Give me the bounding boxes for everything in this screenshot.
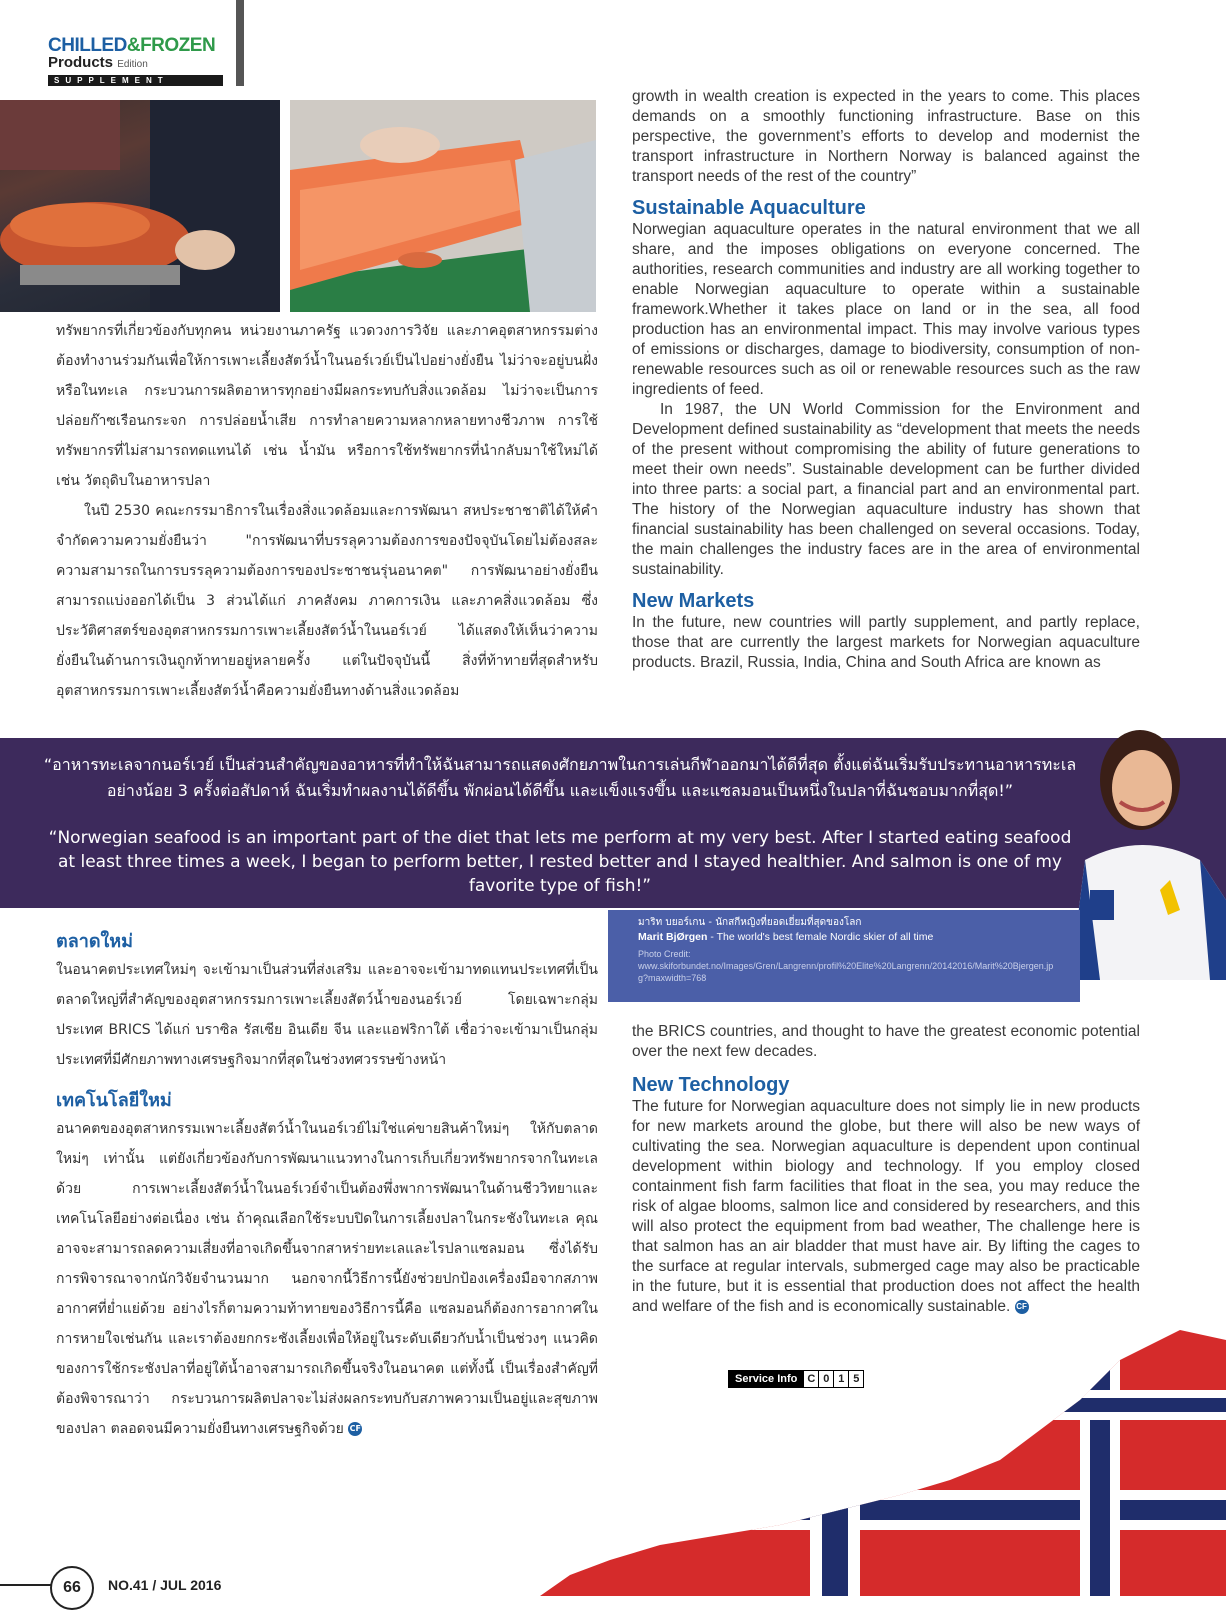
heading-new-markets: New Markets xyxy=(632,590,755,612)
magazine-logo xyxy=(48,36,223,86)
service-info-code: C 0 1 5 xyxy=(803,1371,863,1387)
english-paragraph: the BRICS countries, and thought to have the greatest economic potential over the next few decades. xyxy=(632,1023,1140,1060)
english-paragraph: In 1987, the UN World Commission for the Environment and Development defined sustainability as “development that meets the needs of the present without compromising the ability of future generations to meet their own needs”. Sustainable development can be further divided into three parts: a social part, a financial part and an environmental part. The history of the Norwegian aquaculture industry has shown that financial sustainability has been challenged on several occasions. Today, the main challenges the industry faces are in the area of environmental sustainability. xyxy=(632,401,1140,578)
photo-credit-url: www.skiforbundet.no/Images/Gren/Langrenn/profil%20Elite%20Langrenn/20142016/Marit%20Bjergen.jpg?maxwidth=768 xyxy=(638,961,1054,983)
logo-title: CHILLED&FROZEN xyxy=(48,35,216,56)
english-bottom-column xyxy=(632,1022,1140,1317)
page-number: 66 xyxy=(50,1566,94,1610)
english-top-column xyxy=(632,87,1140,673)
athlete-photo xyxy=(1060,710,1226,980)
athlete-name: Marit BjØrgen xyxy=(638,931,708,943)
end-of-article-icon: CF xyxy=(1015,1300,1029,1314)
quote-thai: “อาหารทะเลจากนอร์เวย์ เป็นส่วนสำคัญของอาหารที่ทำให้ฉันสามารถแสดงศักยภาพในการเล่นกีฬาออกมาได้ดีที่สุด ตั้งแต่ฉันเริ่มรับประทานอาหารทะเลอย่างน้อย 3 ครั้งต่อสัปดาห์ ฉันเริ่มทำผลงานได้ดีขึ้น พักผ่อนได้ดีขึ้น และแข็งแรงขึ้น และแซลมอนเป็นหนึ่งในปลาที่ฉันชอบมากที่สุด!” xyxy=(43,755,1077,800)
caption-thai: มาริท บยอร์เกน - นักสกีหญิงที่ยอดเยี่ยมที่สุดของโลก xyxy=(638,917,862,928)
norway-flag-map-graphic xyxy=(480,1320,1226,1596)
header-divider xyxy=(236,0,244,86)
heading-thai-new-technology: เทคโนโลยีใหม่ xyxy=(56,1090,172,1111)
service-info-label: Service Info xyxy=(729,1371,803,1387)
quote-english: “Norwegian seafood is an important part of the diet that lets me perform at my very best. After I started eating seafood at least three times a week, I began to perform better, I rested better and I stayed healthier. And salmon is one of my favorite type of fish!” xyxy=(48,828,1072,896)
logo-subtitle: Products Edition xyxy=(48,54,148,71)
heading-thai-new-markets: ตลาดใหม่ xyxy=(56,931,134,952)
thai-intro-column xyxy=(56,316,598,706)
english-paragraph: In the future, new countries will partly supplement, and partly replace, those that are currently the largest markets for Norwegian aquaculture products. Brazil, Russia, India, China and South Africa are known as xyxy=(632,614,1140,671)
thai-paragraph: ทรัพยากรที่เกี่ยวข้องกับทุกคน หน่วยงานภาครัฐ แวดวงการวิจัย และภาคอุตสาหกรรมต่างต้องทำงานร่วมกันเพื่อให้การเพาะเลี้ยงสัตว์น้ำในนอร์เวย์เป็นไปอย่างยั่งยืน ไม่ว่าจะอยู่บนฝั่งหรือในทะเล กระบวนการผลิตอาหารทุกอย่างมีผลกระทบกับสิ่งแวดล้อม ไม่ว่าจะเป็นการปล่อยก๊าซเรือนกระจก การปล่อยน้ำเสีย การทำลายความหลากหลายทางชีวภาพ การใช้ทรัพยากรที่ไม่สามารถทดแทนได้ เช่น น้ำมัน หรือการใช้ทรัพยากรที่นำกลับมาใช้ใหม่ได้ เช่น วัตถุดิบในอาหารปลา xyxy=(56,323,598,489)
thai-paragraph: อนาคตของอุตสาหกรรมเพาะเลี้ยงสัตว์น้ำในนอร์เวย์ไม่ใช่แค่ขายสินค้าใหม่ๆ ให้กับตลาดใหม่ๆ เท่านั้น แต่ยังเกี่ยวข้องกับการพัฒนาแนวทางในการเก็บเกี่ยวทรัพยากรจากในทะเลด้วย การเพาะเลี้ยงสัตว์น้ำในนอร์เวย์จำเป็นต้องพึ่งพาการพัฒนาในด้านชีววิทยาและเทคโนโลยีอย่างต่อเนื่อง เช่น ถ้าคุณเลือกใช้ระบบปิดในการเลี้ยงปลาในกระชังในทะเล คุณอาจจะสามารถลดความเสี่ยงที่อาจเกิดขึ้นจากสาหร่ายทะเลและไรปลาแซลมอน ซึ่งได้รับการพิจารณาจากนักวิจัยจำนวนมาก นอกจากนี้วิธีการนี้ยังช่วยปกป้องเครื่องมือจากสภาพอากาศที่ย่ำแย่ด้วย อย่างไรก็ตามความท้าทายของวิธีการนี้คือ แซลมอนก็ต้องการอากาศในการหายใจเช่นกัน และเราต้องยกกระชังเลี้ยงเพื่อให้อยู่ในระดับเดียวกับน้ำเป็นช่วงๆ แนวคิดของการใช้กระชังปลาที่อยู่ใต้น้ำอาจสามารถเกิดขึ้นจริงในอนาคต แต่ทั้งนี้ เป็นเรื่องสำคัญที่ต้องพิจารณาว่า กระบวนการผลิตปลาจะไม่ส่งผลกระทบกับสภาพความเป็นอยู่และสุขภาพของปลา ตลอดจนมีความยั่งยืนทางเศรษฐกิจด้วย CF xyxy=(56,1121,598,1437)
footer-rule xyxy=(0,1584,52,1586)
photo-caption-box xyxy=(608,910,1080,1002)
heading-sustainable-aquaculture: Sustainable Aquaculture xyxy=(632,197,866,219)
english-paragraph: Norwegian aquaculture operates in the natural environment that we all share, and the imposes obligations on everyone concerned. The authorities, research communities and industry are all working together to enable Norwegian aquaculture to operate within a sustainable framework.Whether it takes place on land or in the sea, all food production has an environmental impact. This may involve various types of emissions or discharges, damage to biodiversity, consumption of non-renewable resources such as oil or renewable resources such as the raw ingredients of feed. xyxy=(632,221,1140,398)
issue-info: NO.41 / JUL 2016 xyxy=(108,1577,222,1593)
english-paragraph: The future for Norwegian aquaculture does not simply lie in new products for new markets around the globe, but there will also be new ways of cultivating the sea. Norwegian aquaculture is dependent upon continual development within biology and technology. If you employ closed containment fish farm facilities that float in the sea, you may reduce the risk of algae blooms, salmon lice and considered by researchers, and this will also protect the equipment from bad weather, The challenge here is that salmon has an air bladder that must have air. By lifting the cages to the surface at regular intervals, submerged cage may also be practicable in the future, but it is essential that production does not affect the health and welfare of the fish and is economically sustainable. CF xyxy=(632,1098,1140,1315)
king-crab-photo xyxy=(0,100,280,312)
english-intro-paragraph: growth in wealth creation is expected in the years to come. This places demands on a smoothly functioning infrastructure. Base on this perspective, the government’s efforts to develop and modernist the transport infrastructure in Northern Norway is balanced against the transport needs of the rest of the country” xyxy=(632,88,1140,185)
caption-english: Marit BjØrgen - The world's best female Nordic skier of all time xyxy=(638,931,934,943)
logo-supplement-bar: SUPPLEMENT xyxy=(48,75,223,86)
heading-new-technology: New Technology xyxy=(632,1074,790,1096)
thai-paragraph: ในอนาคตประเทศใหม่ๆ จะเข้ามาเป็นส่วนที่ส่งเสริม และอาจจะเข้ามาทดแทนประเทศที่เป็นตลาดใหญ่ที่สำคัญของอุตสาหกรรมการเพาะเลี้ยงสัตว์น้ำของนอร์เวย์ โดยเฉพาะกลุ่มประเทศ BRICS ได้แก่ บราซิล รัสเซีย อินเดีย จีน และแอฟริกาใต้ เชื่อว่าจะเข้ามาเป็นกลุ่มประเทศที่มีศักยภาพทางเศรษฐกิจมากที่สุดในช่วงทศวรรษข้างหน้า xyxy=(56,962,598,1068)
salmon-fillet-photo xyxy=(290,100,596,312)
photo-credit: Photo Credit: www.skiforbundet.no/Images/Gren/Langrenn/profil%20Elite%20Langrenn/20142016/Marit%20Bjergen.jpg?maxwidth=768 xyxy=(608,944,1058,984)
end-of-article-icon: CF xyxy=(348,1422,362,1436)
thai-paragraph: ในปี 2530 คณะกรรมาธิการในเรื่องสิ่งแวดล้อมและการพัฒนา สหประชาชาติได้ให้คำจำกัดความความยั่งยืนว่า "การพัฒนาที่บรรลุความต้องการของปัจจุบันโดยไม่ต้องสละความสามารถในการบรรลุความต้องการของประชาชนรุ่นอนาคต" การพัฒนาอย่างยั่งยืนสามารถแบ่งออกได้เป็น 3 ส่วนได้แก่ ภาคสังคม ภาคการเงิน และภาคสิ่งแวดล้อม ซึ่งประวัติศาสตร์ของอุตสาหกรรมการเพาะเลี้ยงสัตว์น้ำในนอร์เวย์ ได้แสดงให้เห็นว่าความยั่งยืนในด้านการเงินถูกท้าทายอยู่หลายครั้ง แต่ในปัจจุบันนี้ สิ่งที่ท้าทายที่สุดสำหรับอุตสาหกรรมการเพาะเลี้ยงสัตว์น้ำคือความยั่งยืนทางด้านสิ่งแวดล้อม xyxy=(56,503,598,699)
